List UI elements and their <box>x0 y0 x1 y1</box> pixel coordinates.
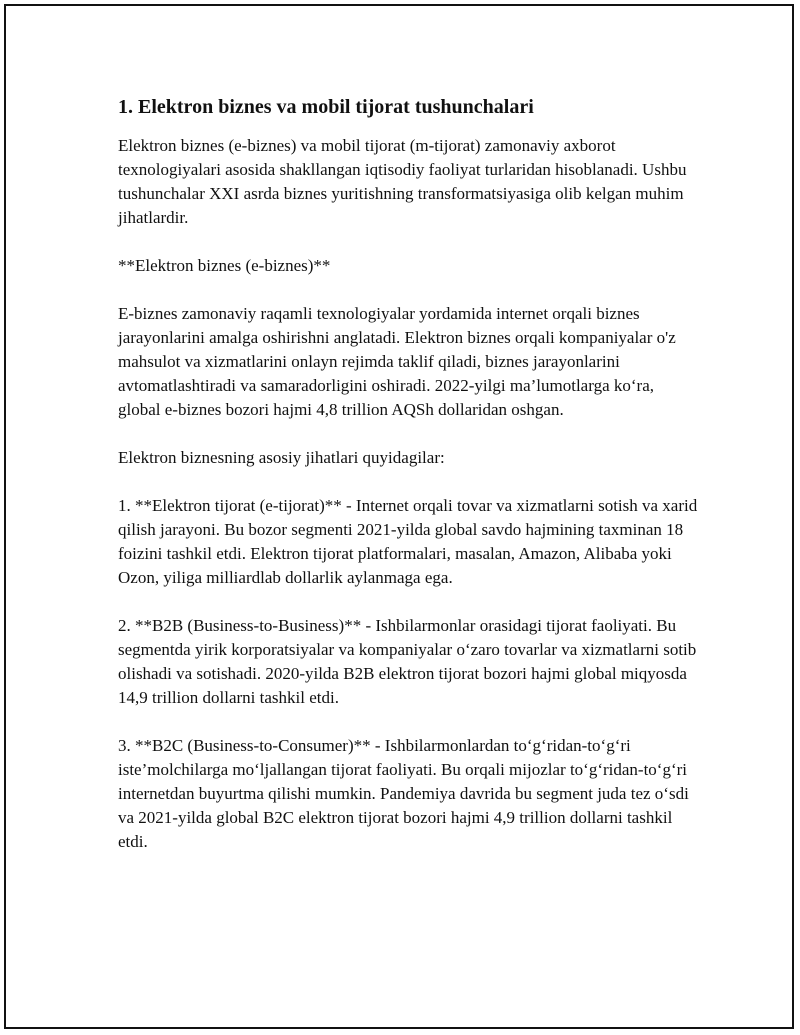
aspects-lead-paragraph: Elektron biznesning asosiy jihatlari quyidagilar: <box>118 448 445 467</box>
intro-paragraph: Elektron biznes (e-biznes) va mobil tijorat (m-tijorat) zamonaviy axborot texnologiyalari asosida shakllangan iqtisodiy faoliyat turlaridan hisoblanadi. Ushbu tushunchalar XXI asrda biznes yuritishning transformatsiyasiga olib kelgan muhim jihatlardir. <box>118 136 687 227</box>
list-item-b2b: 2. **B2B (Business-to-Business)** - Ishbilarmonlar orasidagi tijorat faoliyati. Bu segmentda yirik korporatsiyalar va kompaniyalar o‘zaro tovarlar va xizmatlarni sotib olishadi va sotishadi. 2020-yilda B2B elektron tijorat bozori hajmi global miqyosda 14,9 trillion dollarni tashkil etdi. <box>118 616 697 707</box>
document-body <box>118 94 698 854</box>
subheading-ebiznes: **Elektron biznes (e-biznes)** <box>118 256 331 275</box>
ebiznes-paragraph: E-biznes zamonaviy raqamli texnologiyalar yordamida internet orqali biznes jarayonlarini amalga oshirishni anglatadi. Elektron biznes orqali kompaniyalar o'z mahsulot va xizmatlarini onlayn rejimda taklif qiladi, biznes jarayonlarini avtomatlashtiradi va samaradorligini oshiradi. 2022-yilgi ma’lumotlarga ko‘ra, global e-biznes bozori hajmi 4,8 trillion AQSh dollaridan oshgan. <box>118 304 676 419</box>
list-item-etijorat: 1. **Elektron tijorat (e-tijorat)** - Internet orqali tovar va xizmatlarni sotish va xarid qilish jarayoni. Bu bozor segmenti 2021-yilda global savdo hajmining taxminan 18 foizini tashkil etdi. Elektron tijorat platformalari, masalan, Amazon, Alibaba yoki Ozon, yiliga milliardlab dollarlik aylanmaga ega. <box>118 496 698 587</box>
list-item-b2c: 3. **B2C (Business-to-Consumer)** - Ishbilarmonlardan to‘g‘ridan-to‘g‘ri iste’molchilarga mo‘ljallangan tijorat faoliyati. Bu orqali mijozlar to‘g‘ridan-to‘g‘ri internetdan buyurtma qilishi mumkin. Pandemiya davrida bu segment juda tez o‘sdi va 2021-yilda global B2C elektron tijorat bozori hajmi 4,9 trillion dollarni tashkil etdi. <box>118 736 689 851</box>
section-heading: 1. Elektron biznes va mobil tijorat tushunchalari <box>118 96 534 118</box>
